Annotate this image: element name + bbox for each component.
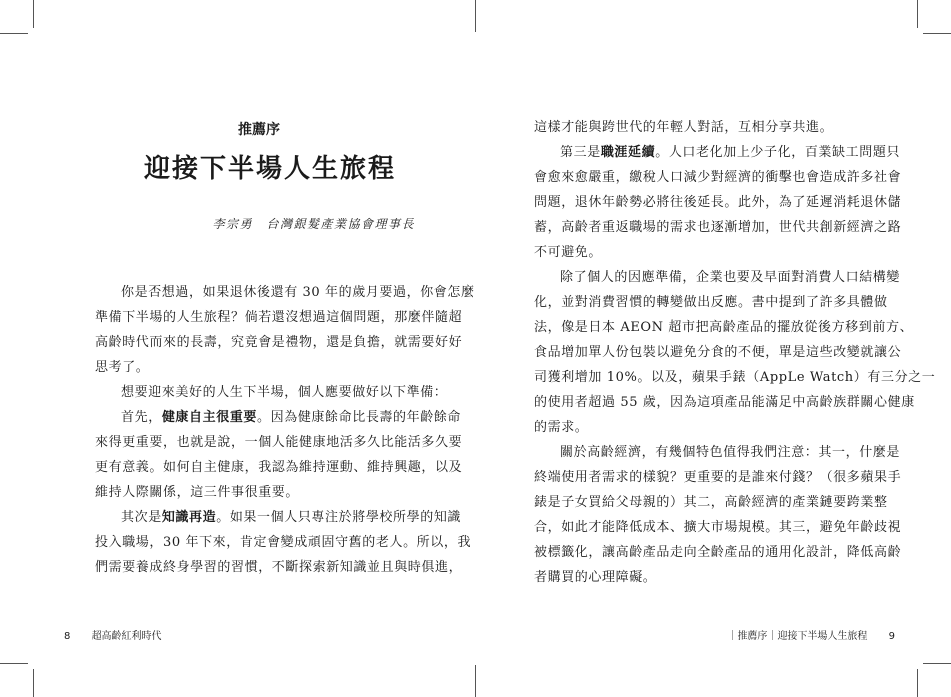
folio-right: ｜推薦序｜迎接下半場人生旅程 9 — [727, 631, 895, 642]
text-line: 食品增加單人份包裝以避免分食的不便，單是這些改變就讓公 — [534, 345, 902, 360]
chapter-title: 迎接下半場人生旅程 — [144, 154, 397, 184]
text-line: 化，並對消費習慣的轉變做出反應。書中提到了許多具體做 — [534, 295, 888, 310]
text-line: 被標籤化，讓高齡產品走向全齡產品的通用化設計，降低高齡 — [534, 545, 902, 560]
paragraph — [95, 280, 475, 380]
text-line: 準備下半場的人生旅程？倘若還沒想過這個問題，那麼伴隨超 — [95, 310, 463, 325]
text-line: 首先，健康自主很重要。因為健康餘命比長壽的年齡餘命 — [121, 410, 462, 425]
crop-mark — [33, 669, 34, 697]
text-line: 關於高齡經濟，有幾個特色值得我們注意：其一，什麼是 — [560, 445, 901, 460]
text-line: 想要迎來美好的人生下半場，個人應要做好以下準備： — [121, 385, 448, 400]
emphasis: 職涯延續 — [600, 145, 656, 160]
text-line: 錶是子女買給父母親的）其二，高齡經濟的產業鏈要跨業整 — [534, 495, 888, 510]
paragraph — [95, 405, 463, 505]
crop-mark — [917, 0, 918, 28]
text-line: 來得更重要，也就是說，一個人能健康地活多久比能活多久要 — [95, 435, 463, 450]
text-line: 其次是知識再造。如果一個人只專注於將學校所學的知識 — [121, 510, 462, 525]
text-line: 維持人際關係，這三件事很重要。 — [95, 485, 300, 500]
section-label: 推薦序 — [238, 122, 280, 138]
text-line: 第三是職涯延續。人口老化加上少子化，百業缺工問題只 — [560, 145, 901, 160]
crop-mark — [475, 0, 476, 32]
text-line: 會愈來愈嚴重，繳稅人口減少對經濟的衝擊也會造成許多社會 — [534, 170, 902, 185]
paragraph — [534, 265, 936, 440]
crop-mark — [0, 33, 28, 34]
text-line: 更有意義。如何自主健康，我認為維持運動、維持興趣，以及 — [95, 460, 463, 475]
running-head-title: 迎接下半場人生旅程 — [777, 631, 868, 642]
paragraph — [95, 380, 448, 405]
text-line: 的需求。 — [534, 420, 589, 435]
text-line: 者購買的心理障礙。 — [534, 570, 657, 585]
paragraph — [534, 140, 902, 265]
emphasis: 知識再造 — [161, 510, 217, 525]
text-line: 高齡時代而來的長壽，究竟會是禮物，還是負擔，就需要好好 — [95, 335, 463, 350]
text-line: 們需要養成終身學習的習慣，不斷探索新知識並且與時俱進， — [95, 560, 463, 575]
folio-left — [64, 627, 162, 642]
text-line: 司獲利增加 10%。以及，蘋果手錶（AppLe Watch）有三分之一 — [534, 370, 936, 385]
running-head-book-title: 超高齡紅利時代 — [91, 631, 162, 642]
paragraph — [95, 505, 472, 580]
text-line: 這樣才能與跨世代的年輕人對話，互相分享共進。 — [534, 120, 834, 135]
page-number: 8 — [64, 631, 71, 642]
text-line: 不可避免。 — [534, 245, 603, 260]
crop-mark — [923, 33, 951, 34]
crop-mark — [33, 0, 34, 28]
text-line: 思考了。 — [95, 360, 150, 375]
text-line: 蓄，高齡者重返職場的需求也逐漸增加，世代共創新經濟之路 — [534, 220, 902, 235]
running-head-section: 推薦序 — [737, 631, 768, 642]
crop-mark — [923, 663, 951, 664]
crop-mark — [475, 665, 476, 697]
author-byline: 李宗勇 台灣銀髮產業協會理事長 — [212, 217, 415, 231]
text-line: 合，如此才能降低成本、擴大市場規模。其三，避免年齡歧視 — [534, 520, 902, 535]
left-page-body — [95, 280, 475, 580]
text-line: 終端使用者需求的樣貌？更重要的是誰來付錢？（很多蘋果手 — [534, 470, 902, 485]
crop-mark — [0, 663, 28, 664]
crop-mark — [917, 669, 918, 697]
text-line: 你是否想過，如果退休後還有 30 年的歲月要過，你會怎麼 — [121, 285, 475, 300]
paragraph — [534, 440, 902, 590]
text-line: 的使用者超過 55 歲，因為這項產品能滿足中高齡族群關心健康 — [534, 395, 915, 410]
right-page-body — [534, 115, 936, 590]
text-line: 法，像是日本 AEON 超市把高齡產品的擺放從後方移到前方、 — [534, 320, 914, 335]
paragraph — [534, 115, 864, 140]
text-line: 問題，退休年齡勢必將往後延長。此外，為了延遲消耗退休儲 — [534, 195, 902, 210]
text-line: 除了個人的因應準備，企業也要及早面對消費人口結構變 — [560, 270, 901, 285]
emphasis: 健康自主很重要 — [161, 410, 258, 425]
text-line: 投入職場，30 年下來，肯定會變成頑固守舊的老人。所以，我 — [95, 535, 472, 550]
page-number: 9 — [888, 631, 895, 642]
